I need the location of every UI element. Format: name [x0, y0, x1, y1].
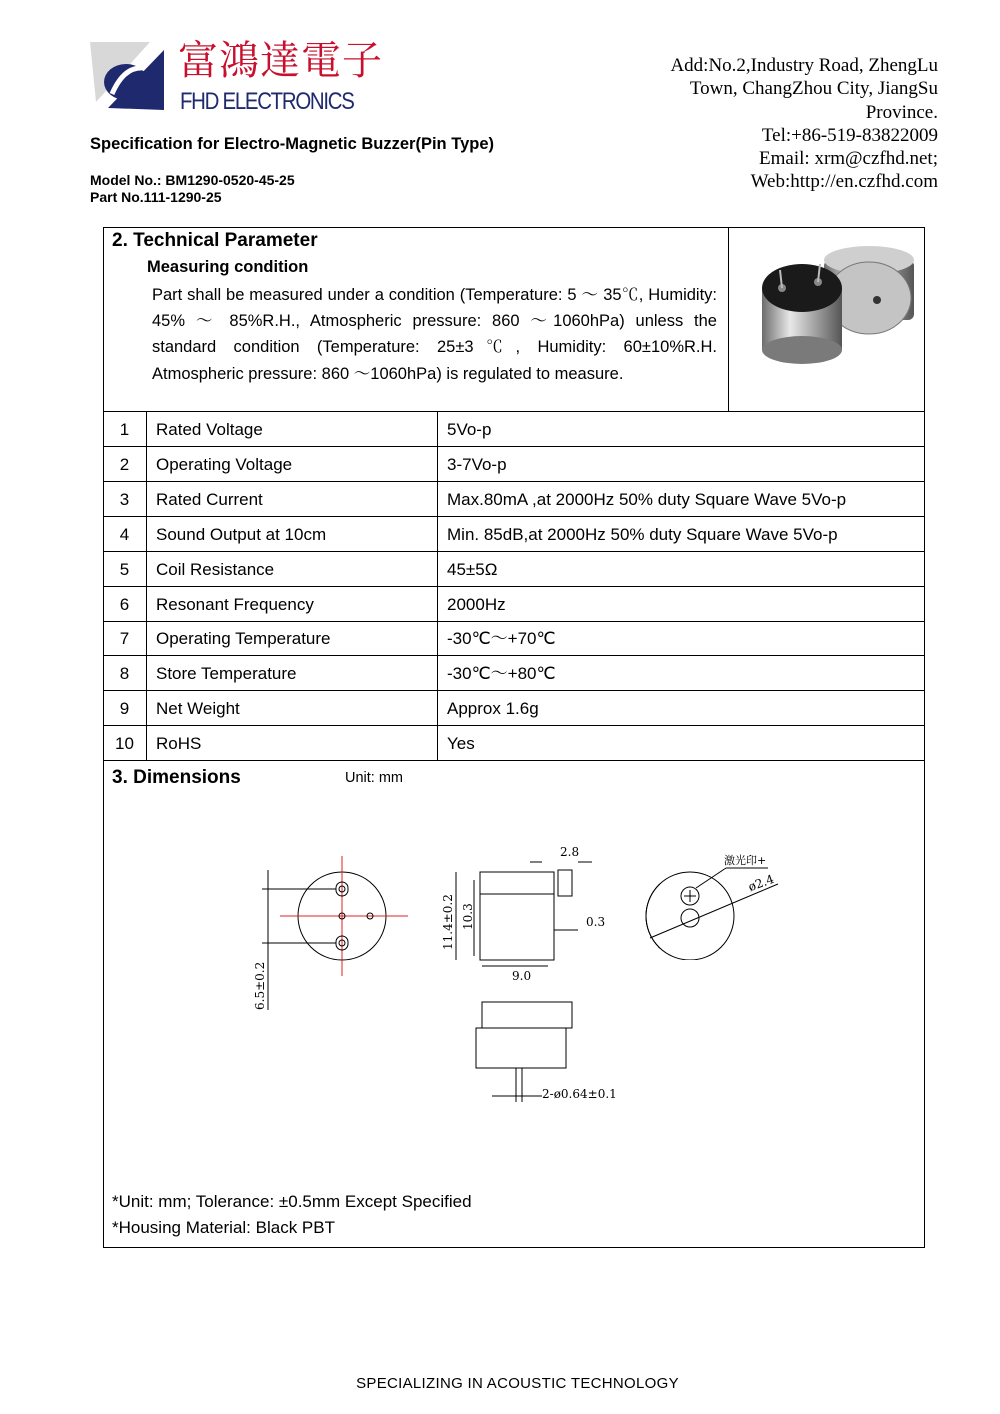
- website: Web:http://en.czfhd.com: [750, 171, 938, 193]
- table-line: [103, 655, 925, 656]
- dim-label-pins: 2-ø0.64±0.1: [542, 1087, 617, 1101]
- part-number: Part No.111-1290-25: [90, 189, 222, 205]
- param-name: Sound Output at 10cm: [156, 525, 327, 544]
- row-number: 10: [115, 734, 134, 753]
- table-line: [146, 411, 147, 760]
- model-number: Model No.: BM1290-0520-45-25: [90, 172, 295, 188]
- row-number: 5: [119, 560, 130, 579]
- table-line: [103, 446, 925, 447]
- param-name: Rated Current: [156, 490, 263, 509]
- param-value: 2000Hz: [447, 595, 506, 614]
- param-value: Min. 85dB,at 2000Hz 50% duty Square Wave 5Vo-p: [447, 525, 838, 544]
- table-line: [103, 411, 925, 412]
- table-line: [103, 690, 925, 691]
- table-line: [103, 760, 925, 761]
- address-line: Province.: [865, 101, 938, 123]
- table-line: [103, 481, 925, 482]
- param-value: -30℃～+70℃: [447, 629, 556, 648]
- table-line: [103, 725, 925, 726]
- param-name: Store Temperature: [156, 664, 297, 683]
- address-line: Town, ChangZhou City, JiangSu: [689, 78, 938, 100]
- param-value: Max.80mA ,at 2000Hz 50% duty Square Wave 5Vo-p: [447, 490, 847, 509]
- param-value: 5Vo-p: [447, 420, 492, 439]
- dimension-drawing: [240, 840, 660, 1120]
- dim-label-10-3: 10.3: [461, 903, 475, 930]
- row-number: 1: [119, 420, 130, 439]
- param-name: Operating Voltage: [156, 455, 293, 474]
- telephone: Tel:+86-519-83822009: [761, 124, 938, 146]
- measuring-condition-text: Part shall be measured under a condition (Temperature: 5 ～ 35℃, Humidity: 45% ～ 85%R.H., Atmospheric pressure: 860 ～1060hPa) unless the standard condition (Temperature: 25±3℃, Humidity: 60±10%R.H. Atmospheric pressure: 860 ～1060hPa) is regulated to measure.: [152, 286, 717, 383]
- param-name: Operating Temperature: [156, 629, 331, 648]
- laser-mark-label: 激光印+: [724, 854, 767, 867]
- row-number: 8: [119, 664, 130, 683]
- spec-title: Specification for Electro-Magnetic Buzzer(Pin Type): [90, 135, 495, 153]
- divider: [728, 227, 729, 412]
- param-value: Approx 1.6g: [447, 699, 539, 718]
- product-photo: [752, 240, 922, 370]
- param-name: Rated Voltage: [156, 420, 263, 439]
- note-tolerance: *Unit: mm; Tolerance: ±0.5mm Except Specified: [112, 1192, 472, 1211]
- technical-parameter-heading: 2. Technical Parameter: [112, 230, 318, 251]
- row-number: 6: [119, 595, 130, 614]
- top-view-drawing: [640, 840, 790, 960]
- note-housing-material: *Housing Material: Black PBT: [112, 1218, 335, 1237]
- table-line: [103, 551, 925, 552]
- model-info: [90, 172, 295, 206]
- table-line: [103, 586, 925, 587]
- row-number: 7: [119, 629, 130, 648]
- dim-label-9-0: 9.0: [512, 969, 532, 983]
- company-logo: [88, 38, 168, 118]
- param-value: 45±5Ω: [447, 560, 498, 579]
- row-number: 3: [119, 490, 130, 509]
- bottom-view: [262, 856, 408, 1010]
- logo-english-name: FHD ELECTRONICS: [180, 88, 354, 115]
- table-line: [103, 621, 925, 622]
- param-name: Coil Resistance: [156, 560, 275, 579]
- dim-label-2-4: ø2.4: [746, 871, 776, 895]
- param-name: RoHS: [156, 734, 202, 753]
- dim-label-11-4: 11.4±0.2: [441, 894, 455, 950]
- unit-label: Unit: mm: [345, 770, 403, 786]
- dim-label-0-3: 0.3: [586, 915, 606, 929]
- row-number: 2: [119, 455, 130, 474]
- logo-chinese-name: 富鴻達電子: [178, 38, 383, 84]
- dim-label-6-5: 6.5±0.2: [253, 961, 267, 1010]
- param-name: Net Weight: [156, 699, 240, 718]
- company-address: [608, 54, 938, 194]
- param-name: Resonant Frequency: [156, 595, 314, 614]
- address-line: Add:No.2,Industry Road, ZhengLu: [670, 55, 938, 76]
- param-value: 3-7Vo-p: [447, 455, 507, 474]
- table-line: [103, 516, 925, 517]
- param-value: -30℃～+80℃: [447, 664, 556, 683]
- email: Email: xrm@czfhd.net;: [759, 148, 938, 170]
- footer-slogan: SPECIALIZING IN ACOUSTIC TECHNOLOGY: [356, 1375, 679, 1392]
- row-number: 4: [119, 525, 130, 544]
- row-number: 9: [119, 699, 130, 718]
- dimensions-heading: 3. Dimensions: [112, 767, 241, 788]
- param-value: Yes: [447, 734, 475, 753]
- measuring-condition-heading: Measuring condition: [147, 258, 309, 276]
- table-line: [437, 411, 438, 760]
- dim-label-2-8: 2.8: [560, 845, 580, 859]
